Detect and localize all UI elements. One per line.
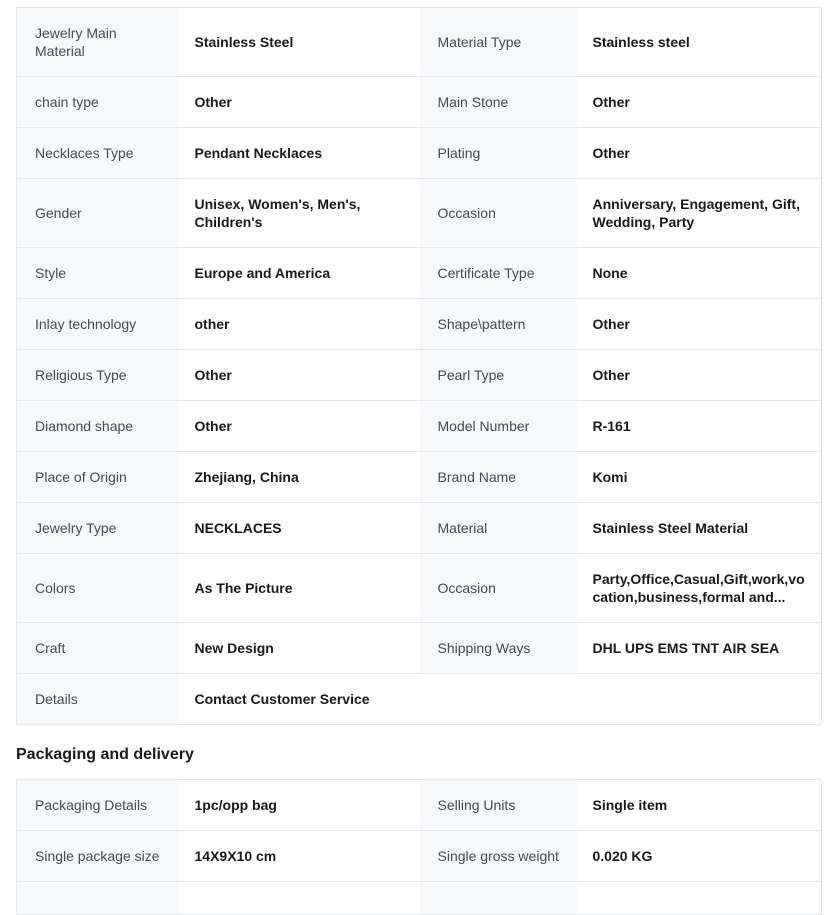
spec-label: Main Stone [420, 77, 577, 128]
spec-label: Pearl Type [420, 350, 577, 401]
spec-label: Diamond shape [17, 401, 179, 452]
packaging-table [16, 779, 822, 915]
spec-value: Other [577, 128, 822, 179]
spec-value: Anniversary, Engagement, Gift, Wedding, Party [577, 179, 822, 248]
spec-label: Gender [17, 179, 179, 248]
spec-label [17, 882, 179, 915]
table-row [17, 831, 822, 882]
spec-label [420, 882, 577, 915]
table-row [17, 452, 822, 503]
spec-label: Shape\pattern [420, 299, 577, 350]
table-row [17, 77, 822, 128]
spec-label: Craft [17, 623, 179, 674]
table-row-partial [17, 882, 822, 915]
table-row [17, 780, 822, 831]
spec-value: DHL UPS EMS TNT AIR SEA [577, 623, 822, 674]
spec-label: Selling Units [420, 780, 577, 831]
spec-value: Other [577, 77, 822, 128]
spec-label: Material Type [420, 8, 577, 77]
spec-value: Zhejiang, China [179, 452, 420, 503]
spec-label: Occasion [420, 554, 577, 623]
spec-label: Plating [420, 128, 577, 179]
spec-label: chain type [17, 77, 179, 128]
spec-label: Single package size [17, 831, 179, 882]
spec-value: Europe and America [179, 248, 420, 299]
spec-value: Pendant Necklaces [179, 128, 420, 179]
spec-value: 14X9X10 cm [179, 831, 420, 882]
spec-value: Other [577, 350, 822, 401]
spec-value: 1pc/opp bag [179, 780, 420, 831]
spec-value: Komi [577, 452, 822, 503]
table-row [17, 299, 822, 350]
spec-value: Unisex, Women's, Men's, Children's [179, 179, 420, 248]
spec-label: Colors [17, 554, 179, 623]
spec-value: NECKLACES [179, 503, 420, 554]
spec-label: Brand Name [420, 452, 577, 503]
spec-value: New Design [179, 623, 420, 674]
spec-value: Other [179, 350, 420, 401]
spec-value: As The Picture [179, 554, 420, 623]
table-row [17, 8, 822, 77]
spec-label: Model Number [420, 401, 577, 452]
table-row [17, 554, 822, 623]
packaging-section-heading: Packaging and delivery [16, 746, 194, 763]
spec-label: Material [420, 503, 577, 554]
spec-value: Other [577, 299, 822, 350]
spec-label: Details [17, 674, 179, 725]
spec-label: Jewelry Main Material [17, 8, 179, 77]
spec-label: Single gross weight [420, 831, 577, 882]
spec-value: Other [179, 77, 420, 128]
spec-label: Packaging Details [17, 780, 179, 831]
spec-value [577, 882, 822, 915]
spec-value [179, 882, 420, 915]
table-row [17, 623, 822, 674]
spec-label: Style [17, 248, 179, 299]
spec-value: Single item [577, 780, 822, 831]
spec-value: Stainless Steel [179, 8, 420, 77]
spec-label: Inlay technology [17, 299, 179, 350]
spec-value: Other [179, 401, 420, 452]
product-specs-table [16, 7, 822, 725]
spec-label: Certificate Type [420, 248, 577, 299]
table-row [17, 128, 822, 179]
table-row [17, 674, 822, 725]
spec-value: None [577, 248, 822, 299]
table-row [17, 401, 822, 452]
table-row [17, 503, 822, 554]
table-row [17, 179, 822, 248]
spec-label: Necklaces Type [17, 128, 179, 179]
spec-value: 0.020 KG [577, 831, 822, 882]
spec-label: Occasion [420, 179, 577, 248]
spec-value: other [179, 299, 420, 350]
spec-label: Place of Origin [17, 452, 179, 503]
table-row [17, 350, 822, 401]
spec-value: Party,Office,Casual,Gift,work,vocation,business,formal and... [577, 554, 822, 623]
spec-value: Stainless steel [577, 8, 822, 77]
spec-value: R-161 [577, 401, 822, 452]
spec-label: Shipping Ways [420, 623, 577, 674]
table-row [17, 248, 822, 299]
spec-label: Religious Type [17, 350, 179, 401]
spec-value: Contact Customer Service [179, 674, 822, 725]
spec-label: Jewelry Type [17, 503, 179, 554]
spec-value: Stainless Steel Material [577, 503, 822, 554]
